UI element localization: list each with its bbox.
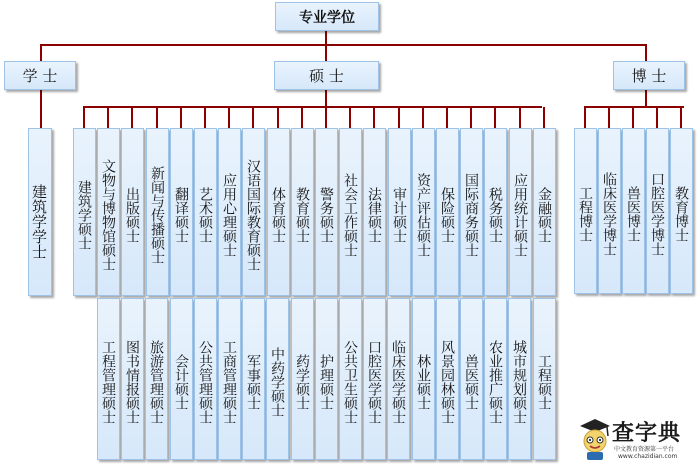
masters-degree-label: 新闻与传播硕士 bbox=[149, 166, 165, 264]
connector bbox=[40, 44, 42, 61]
masters-degree-label: 会计硕士 bbox=[173, 354, 189, 410]
masters-degree bbox=[266, 298, 289, 460]
masters-degree-label: 警务硕士 bbox=[318, 187, 334, 243]
masters-degree bbox=[218, 128, 241, 296]
masters-degree-label: 兽医硕士 bbox=[463, 354, 479, 410]
masters-degree-label: 药学硕士 bbox=[294, 354, 310, 410]
master-node bbox=[274, 61, 379, 90]
doctoral-degree bbox=[574, 128, 597, 294]
masters-degree bbox=[363, 298, 386, 460]
watermark-slogan: 中文教育资源第一平台 bbox=[614, 446, 675, 453]
masters-degree-label: 汉语国际教育硕士 bbox=[245, 159, 261, 271]
masters-degree bbox=[388, 128, 411, 296]
masters-degree bbox=[436, 128, 459, 296]
masters-degree-label: 国际商务硕士 bbox=[463, 173, 479, 257]
connector bbox=[645, 44, 647, 61]
masters-degree-label: 保险硕士 bbox=[439, 187, 455, 243]
masters-degree bbox=[218, 298, 241, 460]
masters-degree-label: 林业硕士 bbox=[415, 354, 431, 410]
masters-degree bbox=[509, 128, 532, 296]
mascot-icon bbox=[578, 416, 612, 462]
connector bbox=[40, 44, 647, 46]
masters-degree bbox=[73, 128, 96, 296]
masters-degree bbox=[97, 128, 120, 296]
doctor-node bbox=[613, 61, 685, 90]
masters-degree bbox=[145, 298, 168, 460]
connector bbox=[83, 106, 542, 108]
masters-degree-label: 城市规划硕士 bbox=[511, 340, 527, 424]
masters-degree bbox=[339, 128, 362, 296]
masters-degree bbox=[460, 298, 483, 460]
masters-degree-label: 应用统计硕士 bbox=[512, 173, 528, 257]
doctoral-degree bbox=[646, 128, 669, 294]
masters-degree bbox=[170, 298, 193, 460]
masters-degree-label: 口腔医学硕士 bbox=[366, 340, 382, 424]
connector bbox=[325, 44, 327, 61]
masters-degree-label: 教育硕士 bbox=[294, 187, 310, 243]
masters-degree bbox=[533, 128, 556, 296]
masters-degree bbox=[412, 298, 435, 460]
masters-degree bbox=[121, 298, 144, 460]
masters-degree bbox=[315, 128, 338, 296]
masters-degree bbox=[97, 298, 120, 460]
masters-degree-label: 翻译硕士 bbox=[173, 187, 189, 243]
connector bbox=[325, 30, 327, 45]
doctoral-degree-label: 兽医博士 bbox=[625, 186, 641, 242]
masters-degree-label: 护理硕士 bbox=[318, 354, 334, 410]
doctoral-degree bbox=[670, 128, 693, 294]
bachelor-degree-label: 建筑学学士 bbox=[30, 183, 48, 259]
masters-degree bbox=[436, 298, 459, 460]
masters-degree-label: 社会工作硕士 bbox=[342, 173, 358, 257]
masters-degree bbox=[267, 128, 290, 296]
masters-degree bbox=[339, 298, 362, 460]
masters-degree bbox=[460, 128, 483, 296]
masters-degree bbox=[291, 298, 314, 460]
masters-degree bbox=[412, 128, 435, 296]
masters-degree-label: 工程硕士 bbox=[536, 354, 552, 410]
connector bbox=[325, 89, 327, 107]
masters-degree-label: 公共管理硕士 bbox=[197, 340, 213, 424]
masters-degree-label: 农业推广硕士 bbox=[487, 340, 503, 424]
doctoral-degree bbox=[598, 128, 621, 294]
masters-degree-label: 风景园林硕士 bbox=[439, 340, 455, 424]
masters-degree-label: 旅游管理硕士 bbox=[148, 340, 164, 424]
masters-degree-label: 艺术硕士 bbox=[197, 187, 213, 243]
masters-degree bbox=[146, 128, 169, 296]
masters-degree bbox=[484, 128, 507, 296]
masters-degree bbox=[508, 298, 531, 460]
masters-degree bbox=[387, 298, 410, 460]
masters-degree bbox=[363, 128, 386, 296]
root-label: 专业学位 bbox=[299, 9, 355, 26]
masters-degree bbox=[194, 128, 217, 296]
masters-degree-label: 税务硕士 bbox=[487, 187, 503, 243]
masters-degree-label: 建筑学硕士 bbox=[76, 180, 92, 250]
masters-degree-label: 审计硕士 bbox=[391, 187, 407, 243]
bachelor-node bbox=[4, 61, 76, 90]
masters-degree-label: 金融硕士 bbox=[536, 187, 552, 243]
master-label: 硕 士 bbox=[309, 67, 344, 85]
masters-degree bbox=[242, 128, 265, 296]
masters-degree bbox=[121, 128, 144, 296]
bachelor-degree bbox=[28, 128, 52, 296]
bachelor-label: 学 士 bbox=[22, 67, 58, 85]
connector bbox=[584, 106, 684, 108]
masters-degree bbox=[170, 128, 193, 296]
masters-degree-label: 图书情报硕士 bbox=[124, 340, 140, 424]
masters-degree-label: 法律硕士 bbox=[366, 187, 382, 243]
root-node bbox=[275, 2, 379, 31]
masters-degree-label: 体育硕士 bbox=[270, 187, 286, 243]
masters-degree-label: 文物与博物馆硕士 bbox=[100, 159, 116, 271]
watermark-name: 查字典 bbox=[612, 421, 682, 446]
masters-degree-label: 中药学硕士 bbox=[269, 347, 285, 417]
doctor-label: 博 士 bbox=[631, 67, 667, 85]
doctoral-degree-label: 临床医学博士 bbox=[601, 172, 617, 256]
masters-degree-label: 公共卫生硕士 bbox=[342, 340, 358, 424]
masters-degree-label: 军事硕士 bbox=[245, 354, 261, 410]
masters-degree bbox=[291, 128, 314, 296]
connector bbox=[40, 89, 42, 129]
doctoral-degree-label: 工程博士 bbox=[577, 186, 593, 242]
connector bbox=[645, 89, 647, 107]
watermark-logo bbox=[578, 414, 696, 464]
masters-degree bbox=[242, 298, 265, 460]
masters-degree-label: 临床医学硕士 bbox=[390, 340, 406, 424]
masters-degree bbox=[315, 298, 338, 460]
masters-degree bbox=[533, 298, 556, 460]
doctoral-degree-label: 教育博士 bbox=[673, 186, 689, 242]
masters-degree-label: 应用心理硕士 bbox=[221, 173, 237, 257]
masters-degree-label: 工商管理硕士 bbox=[221, 340, 237, 424]
doctoral-degree-label: 口腔医学博士 bbox=[649, 172, 665, 256]
masters-degree bbox=[484, 298, 507, 460]
masters-degree-label: 工程管理硕士 bbox=[100, 340, 116, 424]
doctoral-degree bbox=[622, 128, 645, 294]
masters-degree-label: 出版硕士 bbox=[124, 187, 140, 243]
masters-degree bbox=[194, 298, 217, 460]
masters-degree-label: 资产评估硕士 bbox=[415, 173, 431, 257]
watermark-url: www.chazidian.com bbox=[618, 453, 678, 460]
